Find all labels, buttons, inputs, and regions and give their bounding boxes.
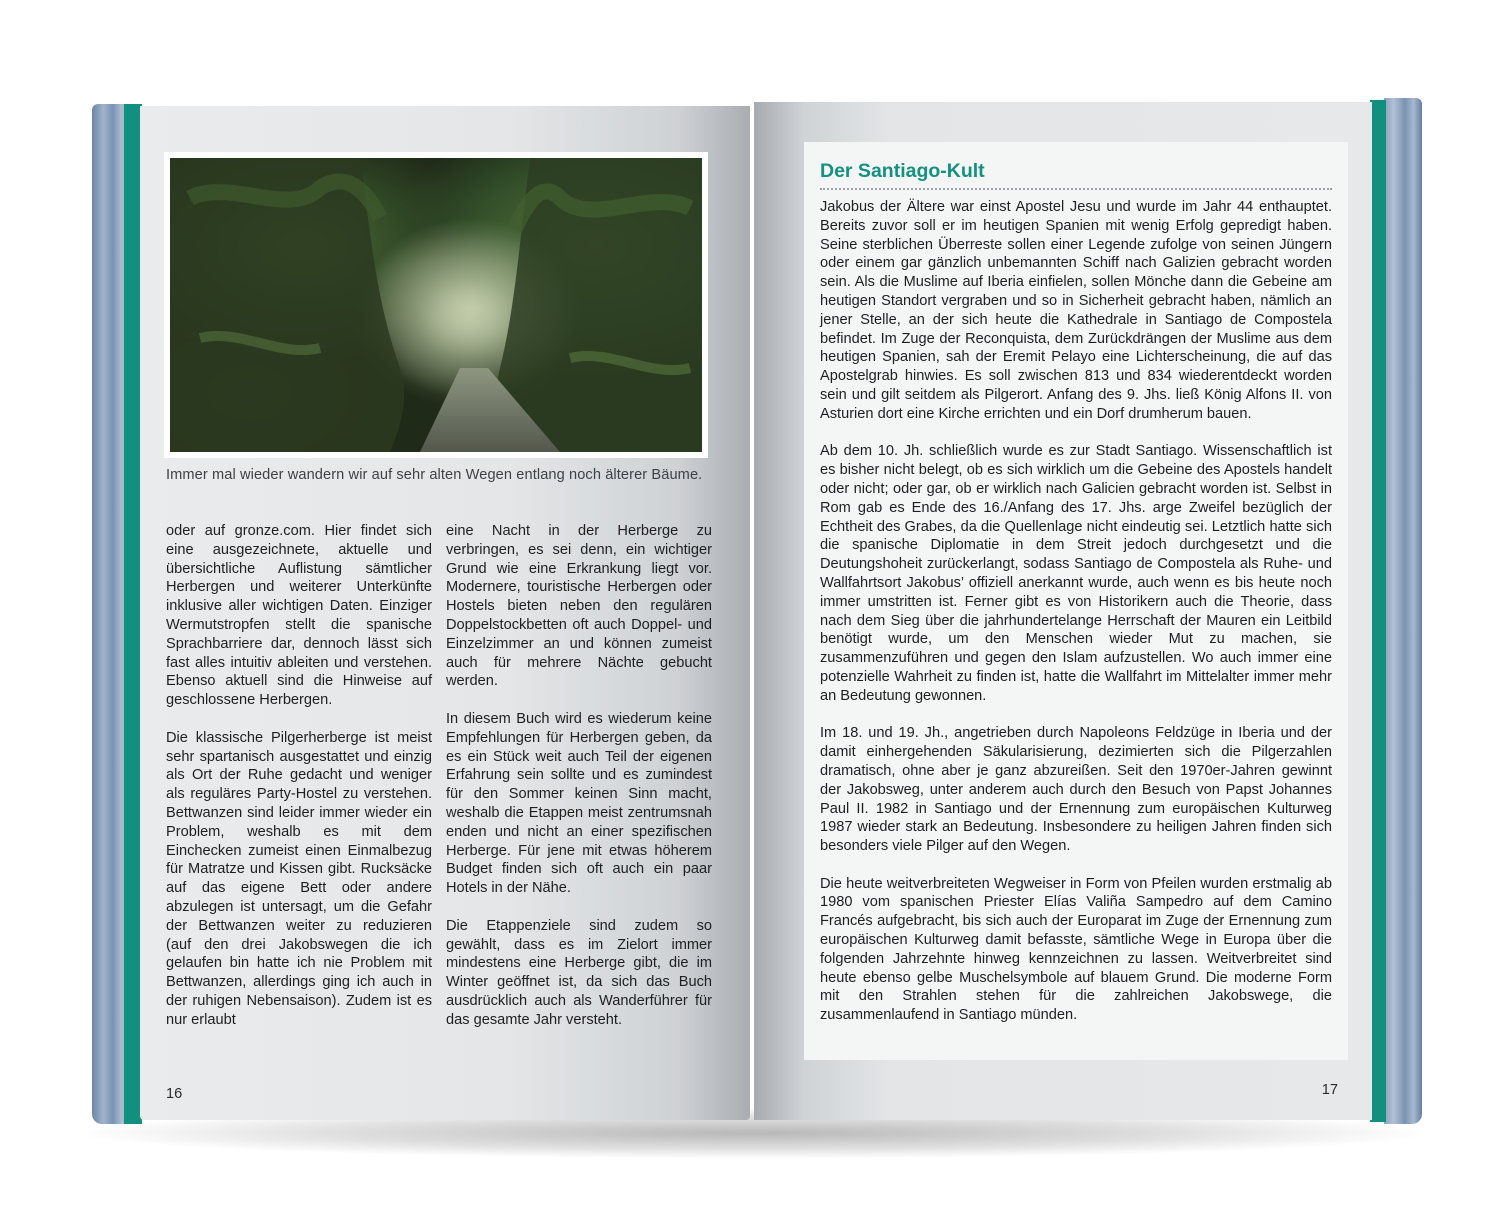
- paragraph: Im 18. und 19. Jh., angetrieben durch Napoleons Feldzüge in Iberia und der damit einhergehenden Säkularisierung, dezimierten sich die Pilgerzahlen dramatisch, ohne aber je ganz abzureißen. Seit den 1970er-Jahren gewinnt der Jakobsweg, unter anderem auch durch den Besuch von Papst Johannes Paul II. 1982 in Santiago und der Ernennung zum europäischen Kulturweg 1987 wieder stark an Bedeutung. Insbesondere zu heiligen Jahren finden sich besonders viele Pilger auf den Wegen.: [820, 725, 1332, 855]
- left-column-1: [166, 522, 432, 1048]
- paragraph: Die heute weitverbreiteten Wegweiser in Form von Pfeilen wurden erstmalig ab 1980 vom spanischen Priester Elías Valiña Sampedro auf dem Camino Francés aufgebracht, bis sich auch der Europarat im Zuge der Ernennung zum europäischen Kulturweg damit befasste, sämtliche Wege in Europa über die folgenden Jahrzehnte hinweg kennzeichnen zu lassen. Weitverbreitet sind heute ebenso gelbe Muschelsymbole auf blauem Grund. Die moderne Form mit den Strahlen stehen für die zahlreichen Jakobswege, die zusammenlaufend in Santiago münden.: [820, 875, 1332, 1024]
- paragraph: Die Etappenziele sind zudem so gewählt, dass es im Zielort immer mindestens eine Herberge gibt, die im Winter geöffnet ist, da sich das Buch ausdrücklich auch als Wanderführer für das gesamte Jahr versteht.: [446, 917, 712, 1028]
- paragraph: Die klassische Pilgerherberge ist meist sehr spartanisch ausgestattet und einzig als Ort der Ruhe gedacht und weniger als reguläres Party-Hostel zu verstehen. Bettwanzen sind leider immer wieder ein Problem, weshalb es mit dem Einchecken zumeist einen Einmalbezug für Matratze und Kissen gibt. Rucksäcke auf das eigene Bett oder andere abzulegen ist untersagt, um die Gefahr der Bettwanzen weiter zu reduzieren (auf den drei Jakobswegen die ich gelaufen bin hatte ich nie Problem mit Bettwanzen, allerdings ging ich auch in der ruhigen Nebensaison). Zudem ist es nur erlaubt: [166, 729, 432, 1028]
- box-body: [820, 198, 1332, 1025]
- paragraph: In diesem Buch wird es wiederum keine Empfehlungen für Herbergen geben, da es ein Stück weit auch Teil der eigenen Erfahrung sein sollte und es zumindest für den Sommer keinen Sinn macht, weshalb die Etappen meist zentrumsnah enden und nicht an einer spezifischen Herberge. Für jene mit etwas höherem Budget finden sich oft auch ein paar Hotels in der Nähe.: [446, 710, 712, 897]
- book-edge-right: [1384, 98, 1422, 1124]
- page-number-right: 17: [1321, 1082, 1338, 1098]
- left-column-2: [446, 522, 712, 1048]
- paragraph: Ab dem 10. Jh. schließlich wurde es zur Stadt Santiago. Wissenschaftlich ist es bisher nicht belegt, ob es sich wirklich um die Gebeine des Apostels handelt oder nicht; oder gar, ob er wirklich nach Galicien gebracht worden ist. Selbst in Rom gab es Ende des 16./Anfang des 17. Jhs. arge Zweifel bezüglich der Echtheit des Grabes, da die Quellenlage nicht eindeutig sei. Letztlich hatte sich die spanische Diplomatie in dem Streit jedoch durchgesetzt und die Deutungshoheit zurückerlangt, sodass Santiago de Compostela als Ruhe- und Wallfahrtsort Jakobus’ offiziell anerkannt wurde, auch wenn es bis heute noch immer umstritten ist. Ferner gibt es von Historikern auch die Theorie, dass nach dem Sieg über die jahrhundertelange Herrschaft der Mauren ein Leitbild benötigt wurde, um den Menschen wieder Mut zu machen, sie zusammenzuführen und gegen den Islam aufzustellen. Wo auch immer eine potenzielle Wahrheit zu finden ist, hatte die Wallfahrt im Mittelalter immer mehr an Bedeutung gewonnen.: [820, 443, 1332, 704]
- cover-strip-right: [1370, 100, 1386, 1122]
- photo-caption: Immer mal wieder wandern wir auf sehr alten Wegen entlang noch älterer Bäume.: [166, 467, 703, 483]
- info-box: [804, 142, 1348, 1060]
- forest-path-illustration: [170, 158, 702, 452]
- dotted-divider: [820, 188, 1332, 190]
- photo-frame: [164, 152, 708, 458]
- paragraph: eine Nacht in der Herberge zu verbringen, es sei denn, ein wichtiger Grund wie eine Erkrankung liegt vor. Modernere, touristische Herbergen oder Hostels bieten neben den regulären Doppelstockbetten oft auch Doppel- und Einzelzimmer an und können zumeist auch für mehrere Nächte gebucht werden.: [446, 523, 712, 690]
- left-page: [140, 106, 750, 1120]
- forest-path-photo: [170, 158, 702, 452]
- right-page: [754, 102, 1372, 1120]
- paragraph: Jakobus der Ältere war einst Apostel Jesu und wurde im Jahr 44 enthauptet. Bereits zuvor soll er im heutigen Spanien mit wenig Erfolg gepredigt haben. Seine sterblichen Überreste sollen einer Legende zufolge von seinen Jüngern oder einem gar gänzlich unbemannten Schiff nach Galizien gebracht worden sein. Als die Muslime auf Iberia einfielen, sollen Mönche dann die Gebeine am heutigen Standort vergraben und so in Sicherheit gebracht haben, nämlich an jener Stelle, an der sich heute die Kathedrale in Santiago de Compostela befindet. Im Zuge der Reconquista, dem Zurückdrängen der Muslime aus dem heutigen Spanien, sah der Eremit Pelayo eine Lichterscheinung, die auf das Apostelgrab hinwies. Es soll zwischen 813 und 834 wiederentdeckt worden sein und gilt seitdem als Pilgerort. Anfang des 9. Jhs. ließ König Alfons II. von Asturien dort eine Kirche errichten und ein Dorf drumherum bauen.: [820, 199, 1332, 422]
- page-number-left: 16: [166, 1086, 183, 1102]
- box-title: Der Santiago-Kult: [820, 160, 985, 182]
- paragraph: oder auf gronze.com. Hier findet sich eine ausgezeichnete, aktuelle und übersichtliche Auflistung sämtlicher Herbergen und weiterer Unterkünfte inklusive aller wichtigen Daten. Einziger Wermutstropfen stellt die spanische Sprachbarriere dar, dennoch lässt sich fast alles intuitiv ableiten und verstehen. Ebenso aktuell sind die Hinweise auf geschlossene Herbergen.: [166, 523, 432, 709]
